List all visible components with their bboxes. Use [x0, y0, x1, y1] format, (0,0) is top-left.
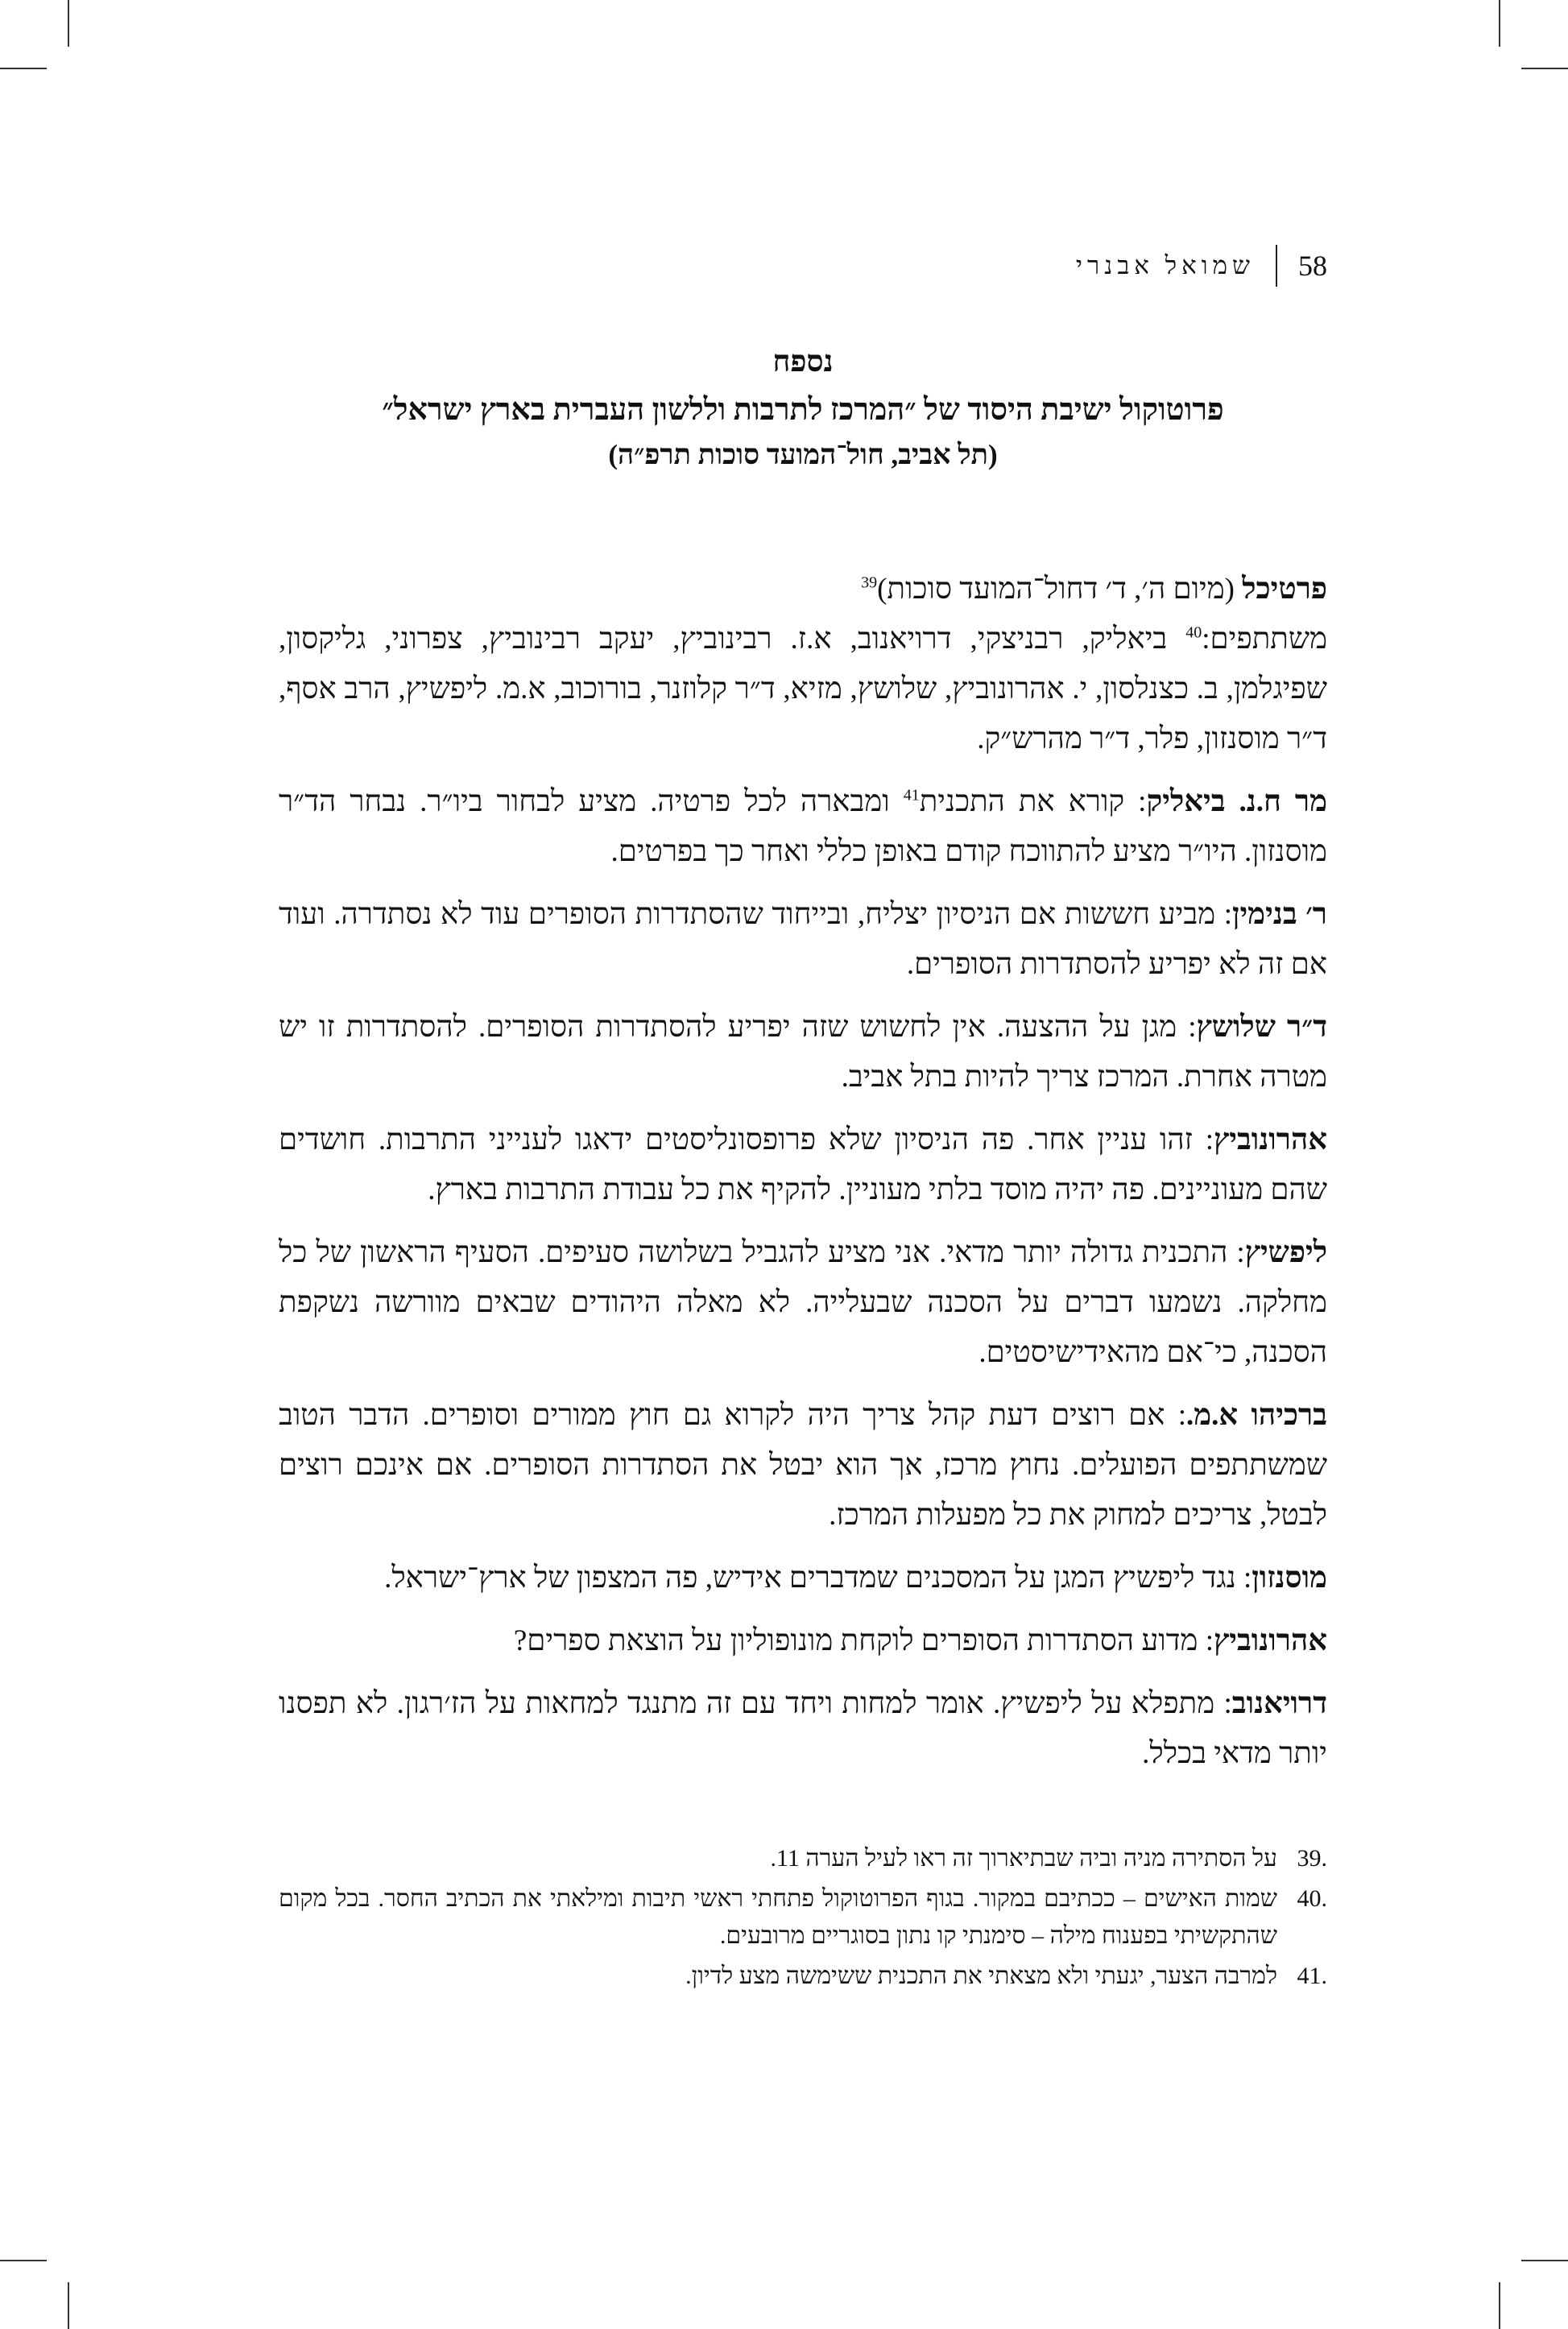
footnote-text: על הסתירה מניה וביה שבתיארוך זה ראו לעיל הערה 11. [770, 1845, 1277, 1872]
speech-paragraph [279, 1616, 1327, 1666]
protocol-body [279, 565, 1327, 1779]
crop-mark [0, 68, 47, 69]
speaker-name: דרויאנוב [1231, 1687, 1327, 1720]
speaker-name: ברכיהו א.מ. [1186, 1399, 1327, 1432]
crop-mark [1499, 0, 1500, 47]
protocol-date: (מיום ה׳, ד׳ דחול־המועד סוכות) [877, 573, 1243, 606]
participants-paragraph [279, 614, 1327, 764]
speaker-name: מוסנזון [1252, 1562, 1327, 1595]
protocol-line [279, 565, 1327, 614]
speaker-name: ר׳ בנימין [1232, 898, 1327, 931]
footnotes [279, 1840, 1327, 1995]
speech-text: ומבארה לכל פרטיה. מציע לבחור ביו״ר. נבחר הד״ר מוסנזון. היו״ר מציע להתווכח קודם באופן כללי ואחר כך בפרטים. [279, 785, 1327, 868]
footnote-text: שמות האישים – ככתיבם במקור. בגוף הפרוטוקול פתחתי ראשי תיבות ומילאתי את הכתיב החסר. בכל מקום שהתקשיתי בפענוח מילה – סימנתי קו נתון בסוגריים מרובעים. [279, 1885, 1277, 1949]
speaker-name: אהרונוביץ [1214, 1624, 1327, 1657]
footnote [279, 1958, 1327, 1995]
speech-text: : זהו עניין אחר. פה הניסיון שלא פרופסונליסטים ידאגו לענייני התרבות. חושדים שהם מעוניינים. פה יהיה מוסד בלתי מעוניין. להקיף את כל עבודת התרבות בארץ. [279, 1123, 1327, 1206]
speaker-name: ליפשיץ [1244, 1236, 1327, 1269]
speech-text: : התכנית גדולה יותר מדאי. אני מציע להגביל בשלושה סעיפים. הסעיף הראשון של כל מחלקה. נשמעו דברים על הסכנה שבעלייה. לא מאלה היהודים שבאים מוורשה נשקפת הסכנה, כי־אם מהאידישיסטים. [279, 1236, 1327, 1369]
running-head [279, 242, 1327, 290]
crop-mark [1499, 2282, 1500, 2329]
footnote-number: .39 [1297, 1845, 1327, 1872]
crop-mark [0, 2260, 47, 2261]
footnote-ref: 41 [903, 786, 920, 805]
speaker-name: אהרונוביץ [1214, 1123, 1327, 1156]
appendix-title: פרוטוקול ישיבת היסוד של ״המרכז לתרבות וללשון העברית בארץ ישראל״ [382, 393, 1224, 427]
crop-mark [68, 0, 69, 47]
speech-text: : מביע חששות אם הניסיון יצליח, ובייחוד שהסתדרות הסופרים עוד לא נסתדרה. ועוד אם זה לא יפריע להסתדרות הסופרים. [279, 898, 1327, 981]
speech-text: : קורא את התכנית [919, 785, 1147, 818]
participants-list: ביאליק, רבניצקי, דרויאנוב, א.ז. רבינוביץ, יעקב רבינוביץ, צפרוני, גליקסון, שפיגלמן, ב. כצנלסון, י. אהרונוביץ, שלושץ, מזיא, ד״ר קלוזנר, בורוכוב, א.מ. ליפשיץ, הרב אסף, ד״ר מוסנזון, פלר, ד״ר מהרש״ק. [279, 623, 1327, 755]
speech-paragraph [279, 1679, 1327, 1779]
speech-paragraph [279, 777, 1327, 877]
crop-mark [68, 2282, 69, 2329]
speech-text: : אם רוצים דעת קהל צריך היה לקרוא גם חוץ ממורים וסופרים. הדבר הטוב שמשתתפים הפועלים. נחוץ מרכז, אך הוא יבטל את הסתדרות הסופרים. אם אינכם רוצים לבטל, צריכים למחוק את כל מפעלות המרכז. [279, 1399, 1327, 1532]
document-page [279, 242, 1327, 1998]
footnote-number: .40 [1297, 1885, 1327, 1912]
footnote-number: .41 [1297, 1963, 1327, 1989]
crop-mark [1521, 2260, 1568, 2261]
running-head-author: שמואל אבנרי [1075, 251, 1255, 279]
speech-paragraph [279, 1553, 1327, 1603]
participants-lead: משתתפים: [1202, 623, 1327, 656]
speech-paragraph [279, 1391, 1327, 1541]
appendix-subtitle: (תל אביב, חול־המועד סוכות תרפ״ה) [608, 439, 998, 470]
footnote-ref: 39 [861, 573, 878, 592]
appendix-label: נספח [772, 345, 834, 379]
speech-text: : מתפלא על ליפשיץ. אומר למחות ויחד עם זה מתנגד למחאות על הז׳רגון. לא תפסנו יותר מדאי בכלל. [279, 1687, 1327, 1770]
footnote [279, 1840, 1327, 1877]
speech-paragraph [279, 1228, 1327, 1378]
speaker-name: ד״ר שלושץ [1196, 1011, 1327, 1044]
speech-text: : מגן על ההצעה. אין לחשוש שזה יפריע להסתדרות הסופרים. להסתדרות זו יש מטרה אחרת. המרכז צריך להיות בתל אביב. [279, 1011, 1327, 1094]
speech-paragraph [279, 890, 1327, 990]
footnote [279, 1880, 1327, 1955]
speech-text: : מדוע הסתדרות הסופרים לוקחת מונופוליון על הוצאת ספרים? [513, 1624, 1214, 1657]
appendix-heading [279, 345, 1327, 471]
page-number: 58 [1298, 250, 1327, 282]
speech-text: : נגד ליפשיץ המגן על המסכנים שמדברים אידיש, פה המצפון של ארץ־ישראל. [384, 1562, 1252, 1595]
speaker-label: פרטיכל [1242, 573, 1327, 606]
speaker-name: מר ח.נ. ביאליק [1146, 785, 1328, 818]
speech-paragraph [279, 1003, 1327, 1102]
footnote-ref: 40 [1185, 623, 1202, 642]
footnote-text: למרבה הצער, יגעתי ולא מצאתי את התכנית ששימשה מצע לדיון. [685, 1963, 1277, 1989]
speech-paragraph [279, 1115, 1327, 1215]
header-divider [1276, 245, 1277, 287]
crop-mark [1521, 68, 1568, 69]
